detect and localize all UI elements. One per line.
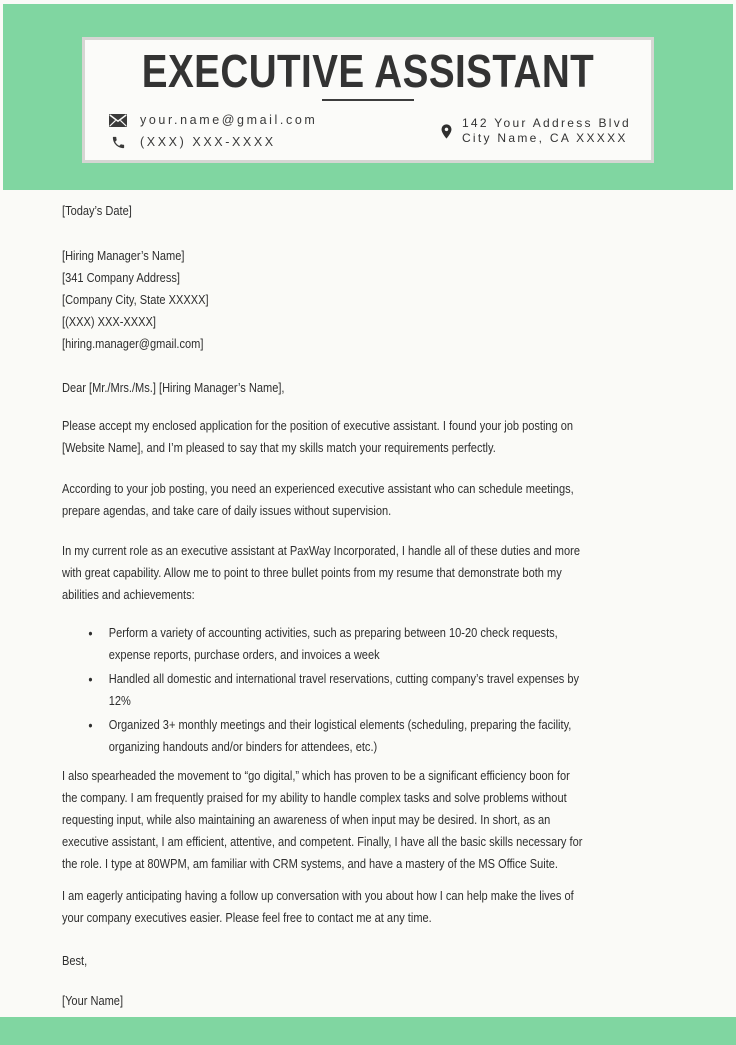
phone-row: [109, 131, 317, 153]
salutation: Dear [Mr./Mrs./Ms.] [Hiring Manager’s Name],: [62, 380, 285, 395]
header-card: [82, 37, 654, 163]
email-text: your.name@gmail.com: [140, 113, 318, 127]
recipient-line: [hiring.manager@gmail.com]: [62, 336, 204, 351]
contact-row: [85, 109, 651, 153]
recipient-line: [(XXX) XXX-XXXX]: [62, 314, 156, 329]
page: [0, 4, 736, 1045]
location-pin-icon: [438, 121, 456, 142]
signoff: Best,: [62, 953, 88, 968]
bullet-icon: •: [88, 671, 93, 687]
email-row: [109, 109, 317, 131]
paragraph-intro: [62, 415, 736, 459]
bullet-icon: •: [88, 717, 93, 733]
paragraph-line: abilities and achievements:: [62, 587, 195, 602]
address-block: [462, 116, 631, 147]
page-title: EXECUTIVE ASSISTANT: [141, 45, 595, 97]
paragraph-line: According to your job posting, you need an experienced executive assistant who can schedule meetings,: [62, 481, 574, 496]
paragraph-line: prepare agendas, and take care of daily issues without supervision.: [62, 503, 392, 518]
bullet-line: expense reports, purchase orders, and invoices a week: [108, 647, 380, 662]
signature-placeholder: [Your Name]: [62, 993, 124, 1008]
paragraph-line: with great capability. Allow me to point to three bullet points from my resume that demonstrate both my: [62, 565, 562, 580]
address-line2: City Name, CA XXXXX: [461, 131, 628, 145]
contact-right-column: [438, 109, 631, 153]
paragraph-line: I am eagerly anticipating having a follow up conversation with you about how I can help make the lives of: [62, 888, 574, 903]
address-line1: 142 Your Address Blvd: [461, 115, 631, 130]
letter-body: [0, 190, 736, 1013]
bullet-text: [109, 668, 579, 712]
paragraph-job-posting: [62, 478, 736, 522]
recipient-line: [Hiring Manager’s Name]: [62, 248, 185, 263]
bullet-line: organizing handouts and/or binders for attendees, etc.): [108, 739, 378, 754]
phone-icon: [109, 135, 127, 150]
cover-letter-page: [0, 4, 736, 1045]
envelope-icon: [109, 114, 127, 127]
bullet-icon: •: [88, 625, 93, 641]
title-divider: [322, 99, 414, 101]
paragraph-line: [Website Name], and I’m pleased to say that my skills match your requirements perfectly.: [62, 440, 496, 455]
paragraph-achievements: [62, 765, 736, 875]
bullet-item: [62, 622, 736, 666]
recipient-line: [Company City, State XXXXX]: [62, 292, 209, 307]
paragraph-line: the role. I type at 80WPM, am familiar with CRM systems, and have a mastery of the MS Office Suite.: [62, 856, 559, 871]
letter-content: [62, 200, 736, 1012]
bullet-line: Organized 3+ monthly meetings and their logistical elements (scheduling, preparing the facility,: [108, 717, 572, 732]
bullet-item: [62, 714, 736, 758]
paragraph-line: the company. I am frequently praised for my ability to handle complex tasks and solve problems without: [62, 790, 567, 805]
bullet-item: [62, 668, 736, 712]
paragraph-current-role: [62, 540, 736, 606]
bullet-text: [109, 622, 558, 666]
paragraph-line: Please accept my enclosed application for the position of executive assistant. I found your job posting on: [62, 418, 574, 433]
bullet-line: Perform a variety of accounting activities, such as preparing between 10-20 check requests,: [108, 625, 558, 640]
bullet-line: Handled all domestic and international travel reservations, cutting company’s travel expenses by: [108, 671, 580, 686]
recipient-line: [341 Company Address]: [62, 270, 180, 285]
contact-left-column: [109, 109, 317, 153]
paragraph-line: I also spearheaded the movement to “go digital,” which has proven to be a significant efficiency boon for: [62, 768, 570, 783]
paragraph-line: requesting input, while also maintaining an awareness of when input may be desired. In short, as an: [62, 812, 551, 827]
paragraph-follow-up: [62, 885, 736, 929]
bullet-text: [109, 714, 572, 758]
paragraph-line: your company executives easier. Please feel free to contact me at any time.: [62, 910, 432, 925]
header-band: [3, 4, 733, 190]
bullet-line: 12%: [108, 693, 131, 708]
paragraph-line: executive assistant, I am efficient, attentive, and competent. Finally, I have all the basic skills necessary for: [62, 834, 583, 849]
bullet-list: [62, 622, 736, 758]
phone-text: (XXX) XXX-XXXX: [140, 135, 276, 149]
recipient-block: [62, 245, 736, 355]
paragraph-line: In my current role as an executive assistant at PaxWay Incorporated, I handle all of these duties and more: [62, 543, 580, 558]
date-placeholder: [Today’s Date]: [62, 203, 132, 218]
